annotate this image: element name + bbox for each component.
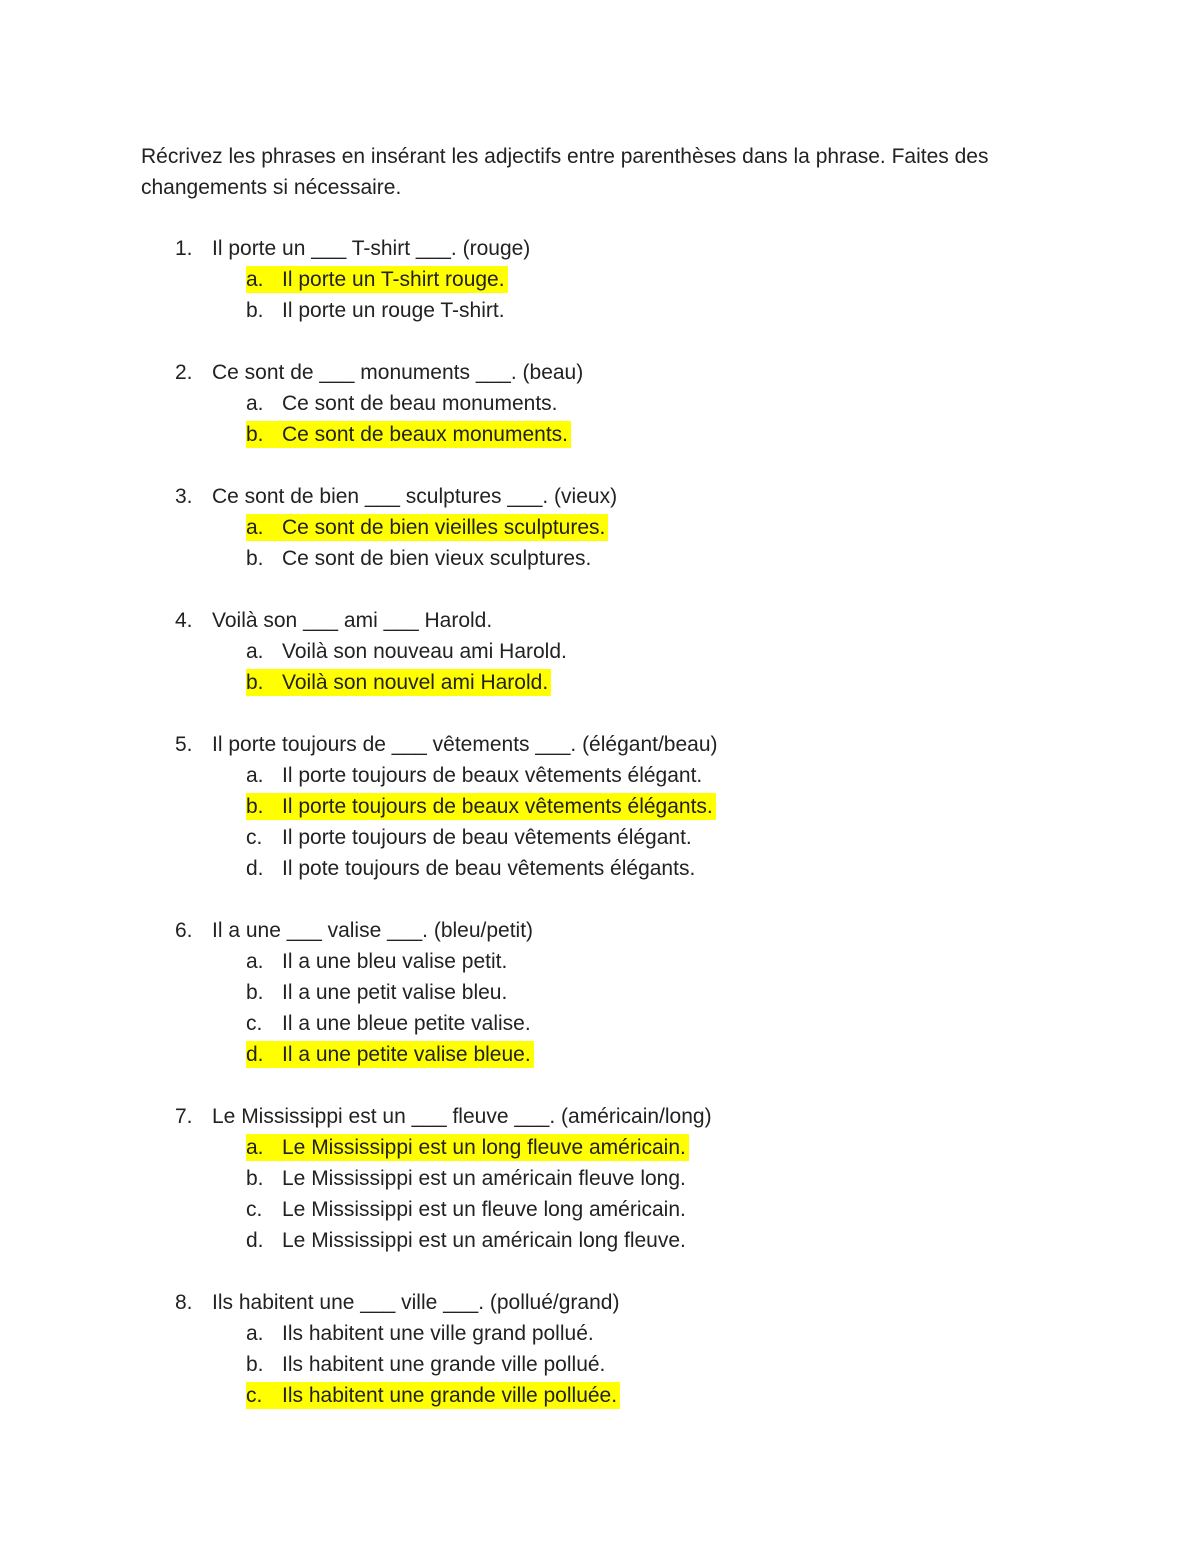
answer-option	[0, 295, 1200, 326]
option-body	[246, 762, 705, 789]
option-list	[0, 1132, 1200, 1256]
question-line	[0, 915, 1200, 946]
option-letter: b.	[246, 1353, 264, 1376]
option-body	[246, 545, 594, 572]
option-body	[246, 979, 510, 1006]
answer-option	[0, 977, 1200, 1008]
question-text: Il porte un ___ T-shirt ___. (rouge)	[212, 237, 531, 260]
question-line	[0, 729, 1200, 760]
question-text: Le Mississippi est un ___ fleuve ___. (américain/long)	[212, 1105, 712, 1128]
option-letter: b.	[246, 423, 264, 446]
option-text: Il a une bleue petite valise.	[282, 1012, 531, 1035]
answer-option-correct	[0, 1380, 1200, 1411]
option-body	[246, 948, 510, 975]
question-text: Ce sont de ___ monuments ___. (beau)	[212, 361, 584, 384]
answer-option	[0, 822, 1200, 853]
question-number: 4.	[175, 609, 193, 632]
option-text: Il pote toujours de beau vêtements élégants.	[282, 857, 696, 880]
option-letter: a.	[246, 268, 264, 291]
option-list	[0, 388, 1200, 450]
option-text: Il porte toujours de beaux vêtements élégants.	[282, 795, 713, 818]
option-text: Ils habitent une grande ville pollué.	[282, 1353, 606, 1376]
answer-option	[0, 1318, 1200, 1349]
highlighted-answer	[246, 514, 608, 541]
option-body	[246, 638, 570, 665]
answer-option	[0, 1163, 1200, 1194]
question-item	[0, 233, 1200, 326]
answer-option-correct	[0, 419, 1200, 450]
option-list	[0, 946, 1200, 1070]
option-body	[246, 1196, 689, 1223]
highlighted-answer	[246, 421, 571, 448]
answer-option	[0, 760, 1200, 791]
question-number: 8.	[175, 1291, 193, 1314]
option-body	[246, 1320, 597, 1347]
option-letter: b.	[246, 547, 264, 570]
option-letter: d.	[246, 1229, 264, 1252]
option-body	[246, 297, 508, 324]
option-letter: b.	[246, 981, 264, 1004]
question-line	[0, 481, 1200, 512]
option-letter: d.	[246, 1043, 264, 1066]
question-text: Ce sont de bien ___ sculptures ___. (vieux)	[212, 485, 618, 508]
option-list	[0, 760, 1200, 884]
option-letter: a.	[246, 1136, 264, 1159]
option-text: Ce sont de beau monuments.	[282, 392, 558, 415]
question-item	[0, 729, 1200, 884]
option-text: Il porte un rouge T-shirt.	[282, 299, 505, 322]
question-text: Il a une ___ valise ___. (bleu/petit)	[212, 919, 534, 942]
answer-option-correct	[0, 512, 1200, 543]
option-body	[246, 1010, 534, 1037]
question-item	[0, 481, 1200, 574]
option-letter: a.	[246, 392, 264, 415]
option-text: Il porte un T-shirt rouge.	[282, 268, 505, 291]
answer-option-correct	[0, 1132, 1200, 1163]
question-number: 3.	[175, 485, 193, 508]
option-letter: a.	[246, 516, 264, 539]
option-list	[0, 1318, 1200, 1411]
option-letter: a.	[246, 1322, 264, 1345]
option-body	[246, 1351, 608, 1378]
option-list	[0, 512, 1200, 574]
answer-option-correct	[0, 667, 1200, 698]
instructions-text: Récrivez les phrases en insérant les adjectifs entre parenthèses dans la phrase. Faites des changements si nécessaire.	[141, 145, 989, 199]
question-text: Voilà son ___ ami ___ Harold.	[212, 609, 493, 632]
highlighted-answer	[246, 1134, 689, 1161]
option-body	[246, 824, 695, 851]
question-number: 5.	[175, 733, 193, 756]
answer-option-correct	[0, 1039, 1200, 1070]
option-text: Il porte toujours de beaux vêtements élégant.	[282, 764, 703, 787]
answer-option	[0, 1008, 1200, 1039]
option-list	[0, 264, 1200, 326]
question-item	[0, 357, 1200, 450]
question-item	[0, 1287, 1200, 1411]
option-letter: c.	[246, 1012, 263, 1035]
question-item	[0, 915, 1200, 1070]
option-letter: a.	[246, 764, 264, 787]
answer-option-correct	[0, 264, 1200, 295]
highlighted-answer	[246, 1041, 534, 1068]
option-list	[0, 636, 1200, 698]
question-line	[0, 357, 1200, 388]
answer-option	[0, 1349, 1200, 1380]
option-body	[246, 390, 561, 417]
answer-option	[0, 388, 1200, 419]
option-letter: c.	[246, 1384, 263, 1407]
answer-option	[0, 853, 1200, 884]
question-number: 6.	[175, 919, 193, 942]
answer-option	[0, 1194, 1200, 1225]
option-letter: c.	[246, 1198, 263, 1221]
question-line	[0, 605, 1200, 636]
option-letter: c.	[246, 826, 263, 849]
option-body	[246, 1165, 689, 1192]
option-letter: b.	[246, 1167, 264, 1190]
question-number: 2.	[175, 361, 193, 384]
answer-option	[0, 946, 1200, 977]
option-text: Voilà son nouveau ami Harold.	[282, 640, 567, 663]
answer-option	[0, 543, 1200, 574]
option-body	[246, 855, 698, 882]
question-line	[0, 1287, 1200, 1318]
question-list	[0, 233, 1200, 1442]
highlighted-answer	[246, 1382, 620, 1409]
option-text: Il a une petite valise bleue.	[282, 1043, 531, 1066]
option-text: Il a une petit valise bleu.	[282, 981, 508, 1004]
option-text: Le Mississippi est un américain fleuve long.	[282, 1167, 686, 1190]
option-letter: a.	[246, 950, 264, 973]
question-number: 1.	[175, 237, 193, 260]
option-text: Ce sont de bien vieilles sculptures.	[282, 516, 606, 539]
question-item	[0, 605, 1200, 698]
option-text: Il a une bleu valise petit.	[282, 950, 508, 973]
answer-option	[0, 636, 1200, 667]
option-letter: d.	[246, 857, 264, 880]
option-letter: a.	[246, 640, 264, 663]
option-body	[246, 1227, 689, 1254]
option-text: Le Mississippi est un américain long fleuve.	[282, 1229, 686, 1252]
option-text: Ils habitent une grande ville polluée.	[282, 1384, 618, 1407]
option-text: Voilà son nouvel ami Harold.	[282, 671, 549, 694]
option-letter: b.	[246, 795, 264, 818]
question-number: 7.	[175, 1105, 193, 1128]
highlighted-answer	[246, 669, 551, 696]
question-text: Il porte toujours de ___ vêtements ___. (élégant/beau)	[212, 733, 718, 756]
option-text: Ce sont de beaux monuments.	[282, 423, 569, 446]
option-text: Ils habitent une ville grand pollué.	[282, 1322, 594, 1345]
option-text: Le Mississippi est un fleuve long américain.	[282, 1198, 686, 1221]
option-letter: b.	[246, 299, 264, 322]
highlighted-answer	[246, 266, 508, 293]
answer-option	[0, 1225, 1200, 1256]
option-text: Ce sont de bien vieux sculptures.	[282, 547, 592, 570]
question-line	[0, 1101, 1200, 1132]
answer-option-correct	[0, 791, 1200, 822]
highlighted-answer	[246, 793, 716, 820]
question-item	[0, 1101, 1200, 1256]
question-text: Ils habitent une ___ ville ___. (pollué/grand)	[212, 1291, 620, 1314]
question-line	[0, 233, 1200, 264]
option-text: Il porte toujours de beau vêtements élégant.	[282, 826, 692, 849]
option-letter: b.	[246, 671, 264, 694]
option-text: Le Mississippi est un long fleuve américain.	[282, 1136, 686, 1159]
